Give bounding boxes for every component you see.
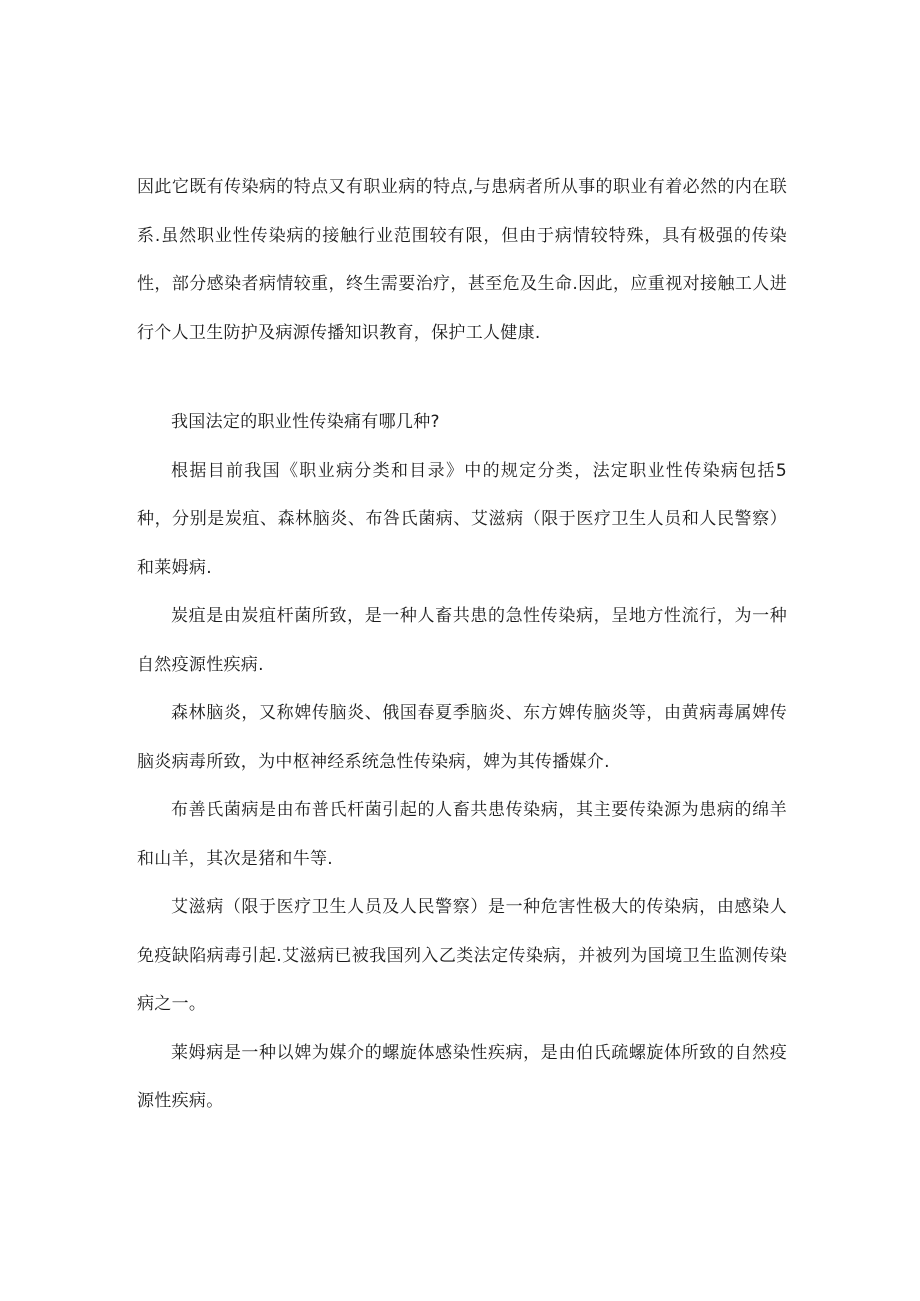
paragraph-aids: 艾滋病（限于医疗卫生人员及人民警察）是一种危害性极大的传染病，由感染人免疫缺陷病毒引起.艾滋病已被我国列入乙类法定传染病，并被列为国境卫生监测传染病之一。 [137,897,787,1014]
occupational-disease-section [137,398,787,1126]
paragraph-brucellosis: 布善氏菌病是由布普氏杆菌引起的人畜共患传染病，其主要传染源为患病的绵羊和山羊，其次是猪和牛等. [137,800,787,869]
paragraph-lyme-disease: 莱姆病是一种以婢为媒介的螺旋体感染性疾病，是由伯氏疏螺旋体所致的自然疫源性疾病。 [137,1042,787,1111]
paragraph-anthrax: 炭疽是由炭疽杆菌所致，是一种人畜共患的急性传染病，呈地方性流行，为一种自然疫源性疾病. [137,606,787,675]
intro-paragraph: 因此它既有传染病的特点又有职业病的特点,与患病者所从事的职业有着必然的内在联系.虽然职业性传染病的接触行业范围较有限，但由于病情较特殊，具有极强的传染性，部分感染者病情较重，终生需要治疗，甚至危及生命.因此，应重视对接触工人进行个人卫生防护及病源传播知识教育，保护工人健康. [137,177,787,343]
paragraph-classification: 根据目前我国《职业病分类和目录》中的规定分类，法定职业性传染病包括5种，分别是炭疽、森林脑炎、布咎氏菌病、艾滋病（限于医疗卫生人员和人民警察）和莱姆病. [137,460,787,578]
section-heading: 我国法定的职业性传染痛有哪几种? [171,412,440,432]
paragraph-forest-encephalitis: 森林脑炎，又称婢传脑炎、俄国春夏季脑炎、东方婢传脑炎等，由黄病毒属婢传脑炎病毒所致，为中枢神经系统急性传染病，婢为其传播媒介. [137,703,787,772]
